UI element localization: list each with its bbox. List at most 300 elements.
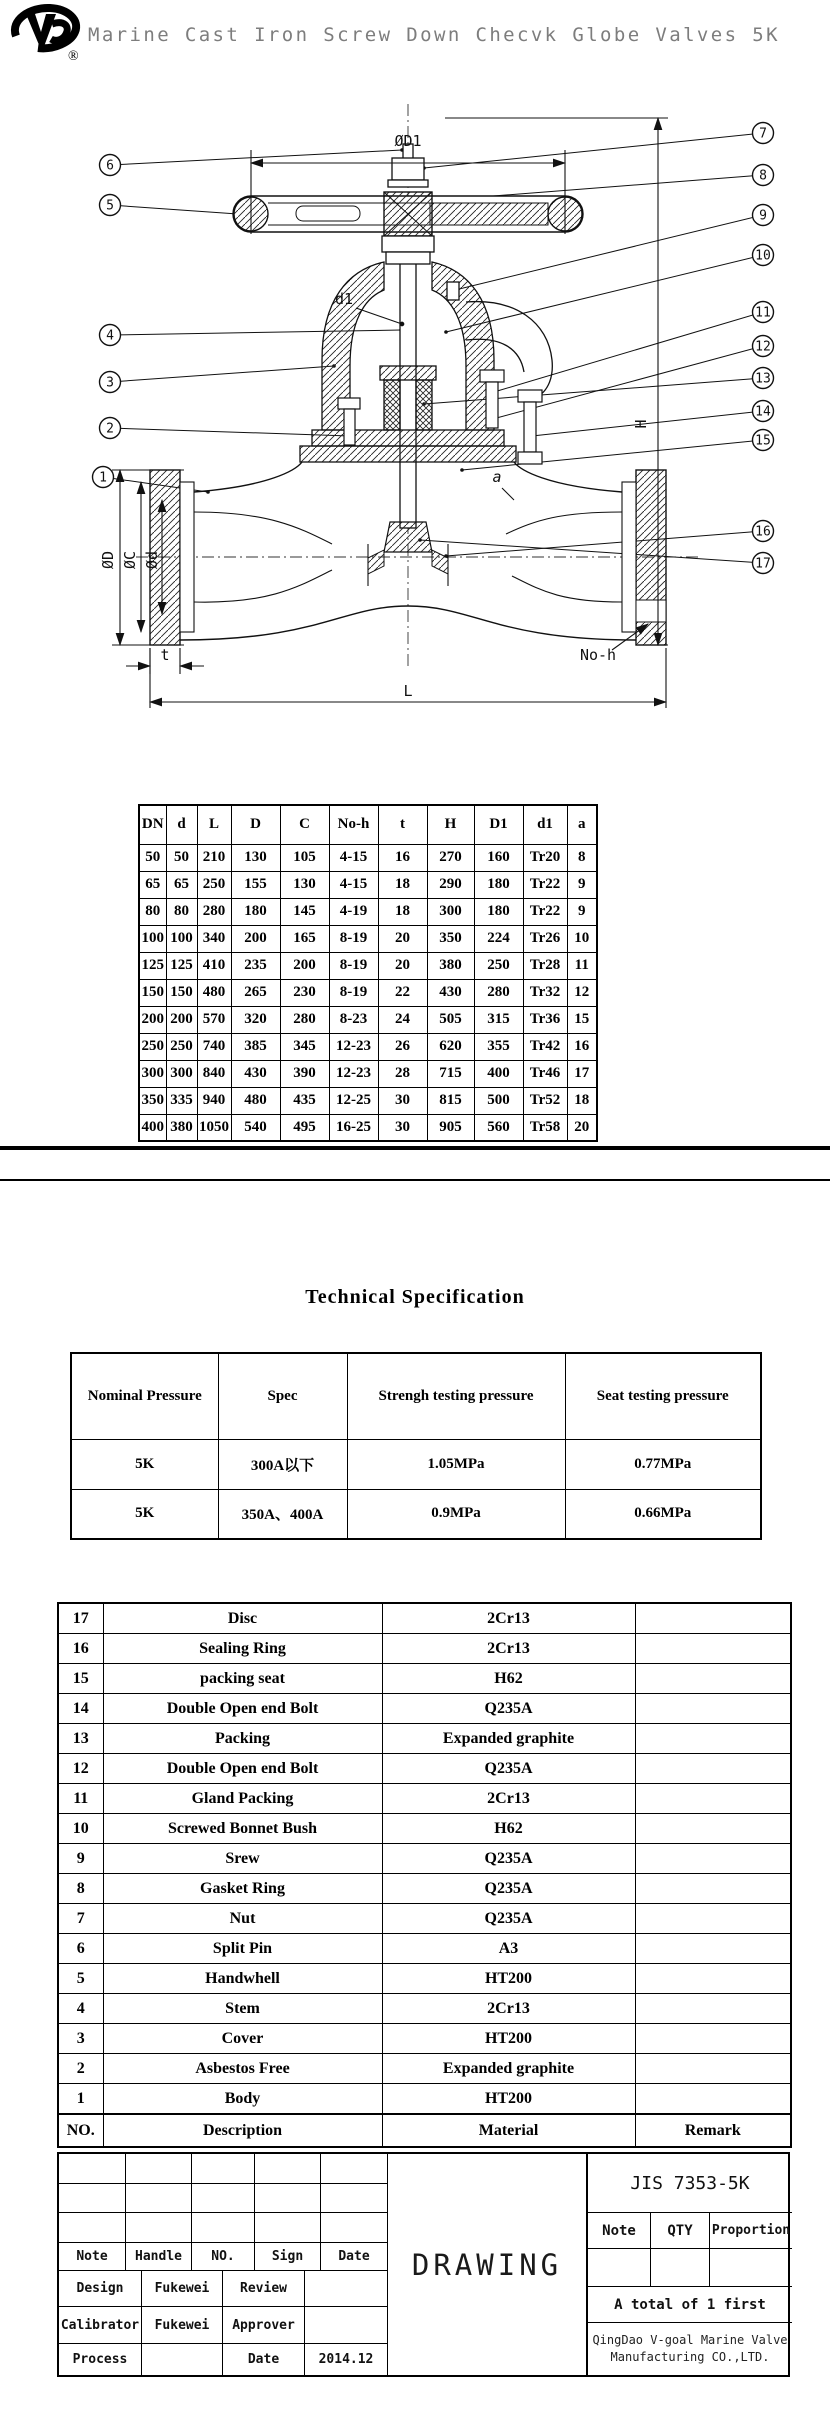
dim-label-l: L [403, 682, 413, 700]
table-cell: 12 [567, 979, 597, 1006]
stem [400, 236, 416, 528]
table-cell: 30 [378, 1087, 427, 1114]
tb-proportion-label: Proportion [709, 2212, 792, 2248]
column-header: Description [103, 2114, 382, 2147]
table-cell: Asbestos Free [103, 2054, 382, 2084]
table-row [58, 1784, 791, 1814]
table-row [58, 1664, 791, 1694]
table-cell: 380 [166, 1114, 197, 1141]
table-row [58, 1904, 791, 1934]
table-cell: 540 [231, 1114, 280, 1141]
empty-cell [191, 2183, 254, 2212]
table-cell: 740 [197, 1033, 231, 1060]
table-cell: 2 [58, 2054, 103, 2084]
table-cell: 290 [427, 871, 474, 898]
table-cell: 1050 [197, 1114, 231, 1141]
table-row [58, 1964, 791, 1994]
table-cell: 18 [378, 871, 427, 898]
column-header: t [378, 805, 427, 844]
table-row [58, 1994, 791, 2024]
table-cell: 430 [427, 979, 474, 1006]
table-cell: 815 [427, 1087, 474, 1114]
empty-cell [254, 2212, 320, 2242]
handwheel [233, 192, 583, 236]
valve-cross-section-drawing [0, 0, 830, 775]
table-cell [635, 2024, 791, 2054]
empty-cell [254, 2183, 320, 2212]
table-cell: 6 [58, 1934, 103, 1964]
table-cell: Cover [103, 2024, 382, 2054]
gasket-ring [388, 180, 428, 187]
table-cell: 0.9MPa [347, 1489, 565, 1539]
table-row [58, 1844, 791, 1874]
bolt-hole [636, 600, 666, 622]
column-header: No-h [329, 805, 378, 844]
table-cell: 435 [280, 1087, 329, 1114]
table-cell: Q235A [382, 1754, 635, 1784]
tech-spec-header [71, 1353, 761, 1439]
table-cell: 5 [58, 1964, 103, 1994]
column-header: DN [139, 805, 166, 844]
callout-leader [420, 540, 763, 563]
table-cell: 300 [427, 898, 474, 925]
table-cell [635, 1694, 791, 1724]
parts-list-footer [58, 2114, 791, 2147]
table-cell: Gland Packing [103, 1784, 382, 1814]
callout-number-7: 7 [759, 126, 767, 142]
table-row [139, 898, 597, 925]
table-cell: 8-19 [329, 952, 378, 979]
drawing-title-box [387, 2154, 587, 2375]
table-cell: 9 [58, 1844, 103, 1874]
table-cell: 18 [567, 1087, 597, 1114]
table-cell: HT200 [382, 2024, 635, 2054]
tech-spec-table [70, 1352, 762, 1540]
table-cell: 50 [166, 844, 197, 871]
callout-number-8: 8 [759, 168, 767, 184]
table-cell [635, 1603, 791, 1634]
gland [380, 366, 436, 380]
table-cell: 16 [567, 1033, 597, 1060]
table-cell: 80 [166, 898, 197, 925]
table-cell: 5K [71, 1489, 218, 1539]
table-cell: 250 [166, 1033, 197, 1060]
column-header: D [231, 805, 280, 844]
tb-date-value: 2014.12 [304, 2343, 387, 2375]
tb-no-label: NO. [191, 2242, 254, 2270]
empty-cell [191, 2212, 254, 2242]
parts-list-table [57, 1602, 792, 2148]
table-cell [635, 2084, 791, 2115]
table-cell: Screwed Bonnet Bush [103, 1814, 382, 1844]
tb-note2-label: Note [587, 2212, 650, 2248]
seat-ring [432, 550, 448, 574]
table-row [58, 1694, 791, 1724]
table-cell: 250 [197, 871, 231, 898]
table-cell: Handwhell [103, 1964, 382, 1994]
table-cell: 430 [231, 1060, 280, 1087]
table-cell [635, 1814, 791, 1844]
table-cell: 8 [58, 1874, 103, 1904]
callout-number-4: 4 [106, 328, 114, 344]
callout-number-11: 11 [755, 305, 771, 321]
drawing-title: DRAWING [411, 2247, 563, 2282]
table-cell [635, 2054, 791, 2084]
table-cell: 250 [474, 952, 523, 979]
table-cell: 905 [427, 1114, 474, 1141]
table-cell: HT200 [382, 2084, 635, 2115]
tb-design-name: Fukewei [141, 2270, 222, 2306]
empty-cell [709, 2248, 792, 2286]
table-cell: Tr22 [523, 871, 567, 898]
table-row [58, 1724, 791, 1754]
table-cell: 180 [474, 898, 523, 925]
table-cell: 80 [139, 898, 166, 925]
table-cell: Tr52 [523, 1087, 567, 1114]
table-cell: 7 [58, 1904, 103, 1934]
table-cell: 12-23 [329, 1033, 378, 1060]
table-cell: 385 [231, 1033, 280, 1060]
table-cell: 150 [139, 979, 166, 1006]
table-row [58, 1634, 791, 1664]
table-cell [635, 1844, 791, 1874]
table-cell: 2Cr13 [382, 1784, 635, 1814]
table-cell: 480 [197, 979, 231, 1006]
column-header: Nominal Pressure [71, 1353, 218, 1439]
bonnet [300, 236, 552, 462]
table-cell: 14 [58, 1694, 103, 1724]
table-cell: 3 [58, 2024, 103, 2054]
dimension-table-body [139, 844, 597, 1141]
table-cell: 940 [197, 1087, 231, 1114]
registered-mark: ® [68, 49, 79, 64]
table-cell [635, 1874, 791, 1904]
dim-label-t: t [160, 646, 170, 664]
column-header: a [567, 805, 597, 844]
dim-label-h: H [632, 419, 650, 429]
table-cell: Nut [103, 1904, 382, 1934]
tb-sign-label: Sign [254, 2242, 320, 2270]
table-cell: 345 [280, 1033, 329, 1060]
table-cell: 300 [139, 1060, 166, 1087]
tb-process-label: Process [59, 2343, 141, 2375]
table-cell: 265 [231, 979, 280, 1006]
disc [384, 522, 432, 552]
column-header: D1 [474, 805, 523, 844]
table-cell: Tr42 [523, 1033, 567, 1060]
table-cell: 150 [166, 979, 197, 1006]
table-cell: 5K [71, 1439, 218, 1489]
table-cell [635, 1754, 791, 1784]
table-cell: Stem [103, 1994, 382, 2024]
table-cell: Tr20 [523, 844, 567, 871]
table-cell: 20 [378, 925, 427, 952]
table-cell: 130 [280, 871, 329, 898]
table-cell: 495 [280, 1114, 329, 1141]
table-cell: 50 [139, 844, 166, 871]
column-header: Spec [218, 1353, 347, 1439]
table-cell: 15 [567, 1006, 597, 1033]
table-cell: 9 [567, 871, 597, 898]
column-header: H [427, 805, 474, 844]
table-cell: 280 [280, 1006, 329, 1033]
packing [416, 380, 432, 430]
dim-label-dia-C: ØC [121, 550, 139, 570]
table-cell: Disc [103, 1603, 382, 1634]
dim-label-dia-D: ØD [99, 550, 117, 570]
table-cell [635, 1964, 791, 1994]
callout-number-15: 15 [755, 433, 771, 449]
callout-number-5: 5 [106, 198, 114, 214]
table-cell: 155 [231, 871, 280, 898]
table-cell: 0.66MPa [565, 1489, 761, 1539]
table-cell: Tr26 [523, 925, 567, 952]
tech-spec-title: Technical Specification [305, 1286, 525, 1308]
table-cell: 390 [280, 1060, 329, 1087]
tb-approver-label: Approver [222, 2306, 304, 2343]
column-header: d1 [523, 805, 567, 844]
table-cell: 8 [567, 844, 597, 871]
column-header: Seat testing pressure [565, 1353, 761, 1439]
table-cell: 180 [474, 871, 523, 898]
column-header: Remark [635, 2114, 791, 2147]
company-name [587, 2322, 792, 2375]
bonnet-flange [312, 430, 504, 446]
column-header: C [280, 805, 329, 844]
table-cell: Expanded graphite [382, 2054, 635, 2084]
table-cell: 224 [474, 925, 523, 952]
yoke-screw [447, 282, 459, 300]
tb-process-value [141, 2343, 222, 2375]
callout-number-16: 16 [755, 524, 771, 540]
table-cell: Q235A [382, 1844, 635, 1874]
table-cell: 12 [58, 1754, 103, 1784]
table-cell: 10 [58, 1814, 103, 1844]
table-cell: 2Cr13 [382, 1994, 635, 2024]
table-cell: Tr28 [523, 952, 567, 979]
tb-date2-label: Date [222, 2343, 304, 2375]
table-cell: 16 [378, 844, 427, 871]
table-cell: 380 [427, 952, 474, 979]
table-cell: 480 [231, 1087, 280, 1114]
table-cell [635, 1934, 791, 1964]
table-cell: Tr58 [523, 1114, 567, 1141]
standard-number: JIS 7353-5K [587, 2154, 792, 2212]
table-cell: 300 [166, 1060, 197, 1087]
table-cell: H62 [382, 1664, 635, 1694]
dimension-table [138, 804, 598, 1142]
callout-number-14: 14 [755, 404, 771, 420]
table-cell: 17 [58, 1603, 103, 1634]
title-block-right [587, 2154, 792, 2375]
table-cell: 560 [474, 1114, 523, 1141]
table-cell: 24 [378, 1006, 427, 1033]
table-row [139, 925, 597, 952]
dim-label-no-h: No-h [579, 646, 617, 664]
table-cell: 20 [378, 952, 427, 979]
table-row [58, 1754, 791, 1784]
table-cell: Tr22 [523, 898, 567, 925]
table-cell [635, 1784, 791, 1814]
tb-note-label: Note [59, 2242, 125, 2270]
table-cell: 12-25 [329, 1087, 378, 1114]
table-cell: 20 [567, 1114, 597, 1141]
table-cell: 4-19 [329, 898, 378, 925]
seat-ring [368, 550, 384, 574]
table-cell: Body [103, 2084, 382, 2115]
callout-leader [494, 312, 763, 392]
empty-cell [320, 2154, 387, 2183]
empty-cell [650, 2248, 709, 2286]
table-row [139, 1087, 597, 1114]
table-cell: 350 [139, 1087, 166, 1114]
table-cell [635, 1994, 791, 2024]
table-row [58, 1814, 791, 1844]
parts-list-body [58, 1603, 791, 2114]
table-row [58, 1603, 791, 1634]
table-row [139, 871, 597, 898]
table-cell: Double Open end Bolt [103, 1754, 382, 1784]
table-cell: 2Cr13 [382, 1634, 635, 1664]
table-row [71, 1439, 761, 1489]
table-row [139, 1114, 597, 1141]
table-row [71, 1489, 761, 1539]
table-row [58, 2084, 791, 2115]
table-cell: Gasket Ring [103, 1874, 382, 1904]
table-cell: 230 [280, 979, 329, 1006]
tb-date-label: Date [320, 2242, 387, 2270]
callout-layer [93, 123, 774, 574]
table-cell: Packing [103, 1724, 382, 1754]
table-cell: Tr46 [523, 1060, 567, 1087]
column-header: NO. [58, 2114, 103, 2147]
table-cell: 26 [378, 1033, 427, 1060]
table-cell: 350 [427, 925, 474, 952]
table-cell: 320 [231, 1006, 280, 1033]
tb-design-label: Design [59, 2270, 141, 2306]
callout-leader [446, 255, 763, 332]
table-cell: 1.05MPa [347, 1439, 565, 1489]
tb-calibrator-name: Fukewei [141, 2306, 222, 2343]
table-cell: 500 [474, 1087, 523, 1114]
tb-approver-value [304, 2306, 387, 2343]
table-cell: 10 [567, 925, 597, 952]
table-cell: 16 [58, 1634, 103, 1664]
table-cell: 9 [567, 898, 597, 925]
table-cell: 400 [139, 1114, 166, 1141]
table-row [139, 844, 597, 871]
table-row [58, 1874, 791, 1904]
table-row [58, 2054, 791, 2084]
table-cell: Q235A [382, 1904, 635, 1934]
table-cell: 280 [197, 898, 231, 925]
table-cell: 18 [378, 898, 427, 925]
page-title: Marine Cast Iron Screw Down Checvk Globe Valves 5K [88, 24, 780, 46]
section-divider-thick [0, 1146, 830, 1150]
table-cell: 410 [197, 952, 231, 979]
table-cell [635, 1634, 791, 1664]
table-cell: A3 [382, 1934, 635, 1964]
empty-cell [125, 2212, 191, 2242]
empty-cell [254, 2154, 320, 2183]
dim-label-d1: d1 [334, 290, 354, 308]
table-cell: Double Open end Bolt [103, 1694, 382, 1724]
callout-number-2: 2 [106, 421, 114, 437]
table-cell: Split Pin [103, 1934, 382, 1964]
table-cell: 270 [427, 844, 474, 871]
table-cell: 22 [378, 979, 427, 1006]
callout-number-17: 17 [755, 556, 771, 572]
column-header: d [166, 805, 197, 844]
empty-cell [125, 2154, 191, 2183]
table-cell: 4-15 [329, 844, 378, 871]
table-cell: 300A以下 [218, 1439, 347, 1489]
table-cell: 200 [280, 952, 329, 979]
table-cell: Tr36 [523, 1006, 567, 1033]
dim-label-d1-top: ØD1 [394, 132, 422, 150]
table-cell: 130 [231, 844, 280, 871]
table-cell: 335 [166, 1087, 197, 1114]
company-line1: QingDao V-goal Marine Valve [592, 2333, 788, 2347]
table-cell: 0.77MPa [565, 1439, 761, 1489]
table-cell: H62 [382, 1814, 635, 1844]
table-row [58, 1934, 791, 1964]
table-cell: 340 [197, 925, 231, 952]
table-cell: 180 [231, 898, 280, 925]
tech-spec-body [71, 1439, 761, 1539]
table-cell: Q235A [382, 1694, 635, 1724]
table-cell [635, 1904, 791, 1934]
dimension-table-header [139, 805, 597, 844]
table-row [139, 1006, 597, 1033]
table-cell: 4 [58, 1994, 103, 2024]
tb-handle-label: Handle [125, 2242, 191, 2270]
table-cell: Q235A [382, 1874, 635, 1904]
callout-number-13: 13 [755, 371, 771, 387]
table-cell: 1 [58, 2084, 103, 2115]
callout-leader [110, 330, 401, 335]
table-cell: 620 [427, 1033, 474, 1060]
empty-cell [320, 2212, 387, 2242]
total-note: A total of 1 first [587, 2286, 792, 2322]
table-cell: 145 [280, 898, 329, 925]
body-flange [300, 446, 516, 462]
table-cell: 165 [280, 925, 329, 952]
callout-number-1: 1 [99, 470, 107, 486]
table-cell: 28 [378, 1060, 427, 1087]
table-cell: 200 [231, 925, 280, 952]
table-cell: 65 [166, 871, 197, 898]
table-cell: Srew [103, 1844, 382, 1874]
table-cell: 350A、400A [218, 1489, 347, 1539]
dim-label-a: a [492, 468, 502, 486]
table-row [139, 1060, 597, 1087]
table-cell: 235 [231, 952, 280, 979]
table-cell: Expanded graphite [382, 1724, 635, 1754]
table-cell: 125 [139, 952, 166, 979]
table-cell: 250 [139, 1033, 166, 1060]
empty-cell [320, 2183, 387, 2212]
callout-leader [110, 366, 334, 382]
table-cell: 8-19 [329, 979, 378, 1006]
callout-number-10: 10 [755, 248, 771, 264]
callout-number-9: 9 [759, 208, 767, 224]
table-cell: 210 [197, 844, 231, 871]
table-cell: 355 [474, 1033, 523, 1060]
tb-review-value [304, 2270, 387, 2306]
company-line2: Manufacturing CO.,LTD. [610, 2350, 770, 2364]
empty-cell [587, 2248, 650, 2286]
